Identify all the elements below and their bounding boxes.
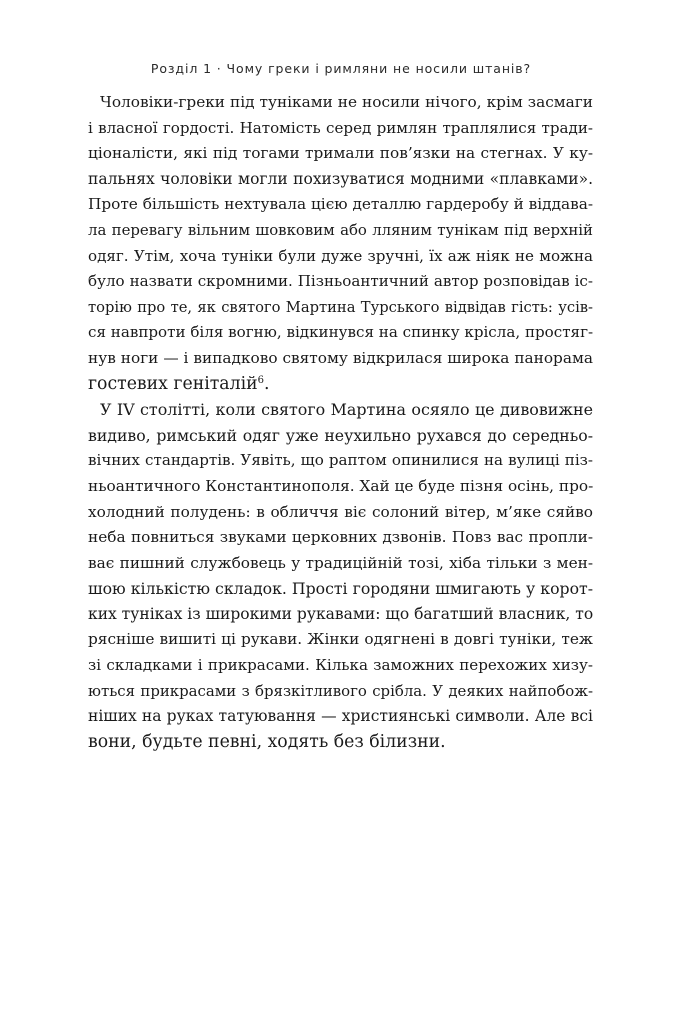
paragraph-2-line-6: неба повниться звуками церковних дзвонів. Повз вас пропли- bbox=[88, 528, 593, 547]
paragraph-1-line-6: ла перевагу вільним шовковим або лляним тунікам під верхній bbox=[88, 220, 593, 239]
paragraph-2-line-3: вічних стандартів. Уявіть, що раптом опинилися на вулиці піз- bbox=[88, 451, 593, 470]
paragraph-1-line-2: і власної гордості. Натомість серед римлян траплялися тради- bbox=[88, 118, 593, 137]
paragraph-2-line-9: ких туніках із широкими рукавами: що багатший власник, то bbox=[88, 604, 594, 623]
paragraph-2-line-14: вони, будьте певні, ходять без білизни. bbox=[88, 731, 446, 752]
paragraph-1-line-12-text: гостевих геніталій bbox=[88, 373, 258, 394]
paragraph-2-line-10: рясніше вишиті ці рукави. Жінки одягнені в довгі туніки, теж bbox=[88, 630, 593, 649]
paragraph-1-line-9: торію про те, як святого Мартина Турського відвідав гість: усів- bbox=[88, 298, 593, 316]
paragraph-2-line-12: ються прикрасами з брязкітливого срібла. У деяких найпобож- bbox=[88, 681, 593, 700]
paragraph-1-line-8: було назвати скромними. Пізньоантичний автор розповідав іс- bbox=[88, 272, 593, 291]
body-text bbox=[88, 90, 593, 755]
paragraph-2-line-7: ває пишний службовець у традиційній тозі, хіба тільки з мен- bbox=[88, 553, 593, 572]
paragraph-2-line-2: видиво, римський одяг уже неухильно рухався до середньо- bbox=[88, 425, 593, 445]
paragraph-1-line-7: одяг. Утім, хоча туніки були дуже зручні, їх аж ніяк не можна bbox=[88, 246, 593, 265]
paragraph-1-line-5: Проте більшість нехтувала цією деталлю гардеробу й віддава- bbox=[88, 195, 594, 214]
footnote-mark[interactable]: 6 bbox=[257, 374, 264, 386]
paragraph-1-line-12: гостевих геніталій$^6$. bbox=[88, 373, 270, 394]
running-header: Розділ 1 · Чому греки і римляни не носили штанів? bbox=[150, 61, 532, 76]
paragraph-1-line-11: нув ноги — і випадково святому відкрилася широка панорама bbox=[88, 348, 593, 367]
paragraph-2-line-11: зі складками і прикрасами. Кілька заможних перехожих хизу- bbox=[88, 656, 593, 675]
paragraph-1-line-10: ся навпроти біля вогню, відкинувся на спинку крісла, простяг- bbox=[88, 323, 594, 342]
paragraph-1-line-4: пальнях чоловіки могли похизуватися модними «плавками». bbox=[88, 169, 593, 188]
paragraph-2-line-4: ньоантичного Константинополя. Хай це буде пізня осінь, про- bbox=[88, 476, 594, 495]
paragraph-1-line-1: Чоловіки-греки під туніками не носили нічого, крім засмаги bbox=[100, 93, 593, 111]
paragraph-1-line-3: ціоналісти, які під тогами тримали пов’язки на стегнах. У ку- bbox=[88, 144, 593, 163]
paragraph-2-line-5: холодний полудень: в обличчя віє солоний вітер, м’яке сяйво bbox=[88, 502, 593, 521]
paragraph-2-line-1: У IV столітті, коли святого Мартина осяяло це дивовижне bbox=[100, 400, 593, 420]
paragraph-2-line-8: шою кількістю складок. Прості городяни шмигають у корот- bbox=[88, 579, 593, 599]
paragraph-2-line-13: ніших на руках татуювання — християнські символи. Але всі bbox=[88, 707, 593, 726]
